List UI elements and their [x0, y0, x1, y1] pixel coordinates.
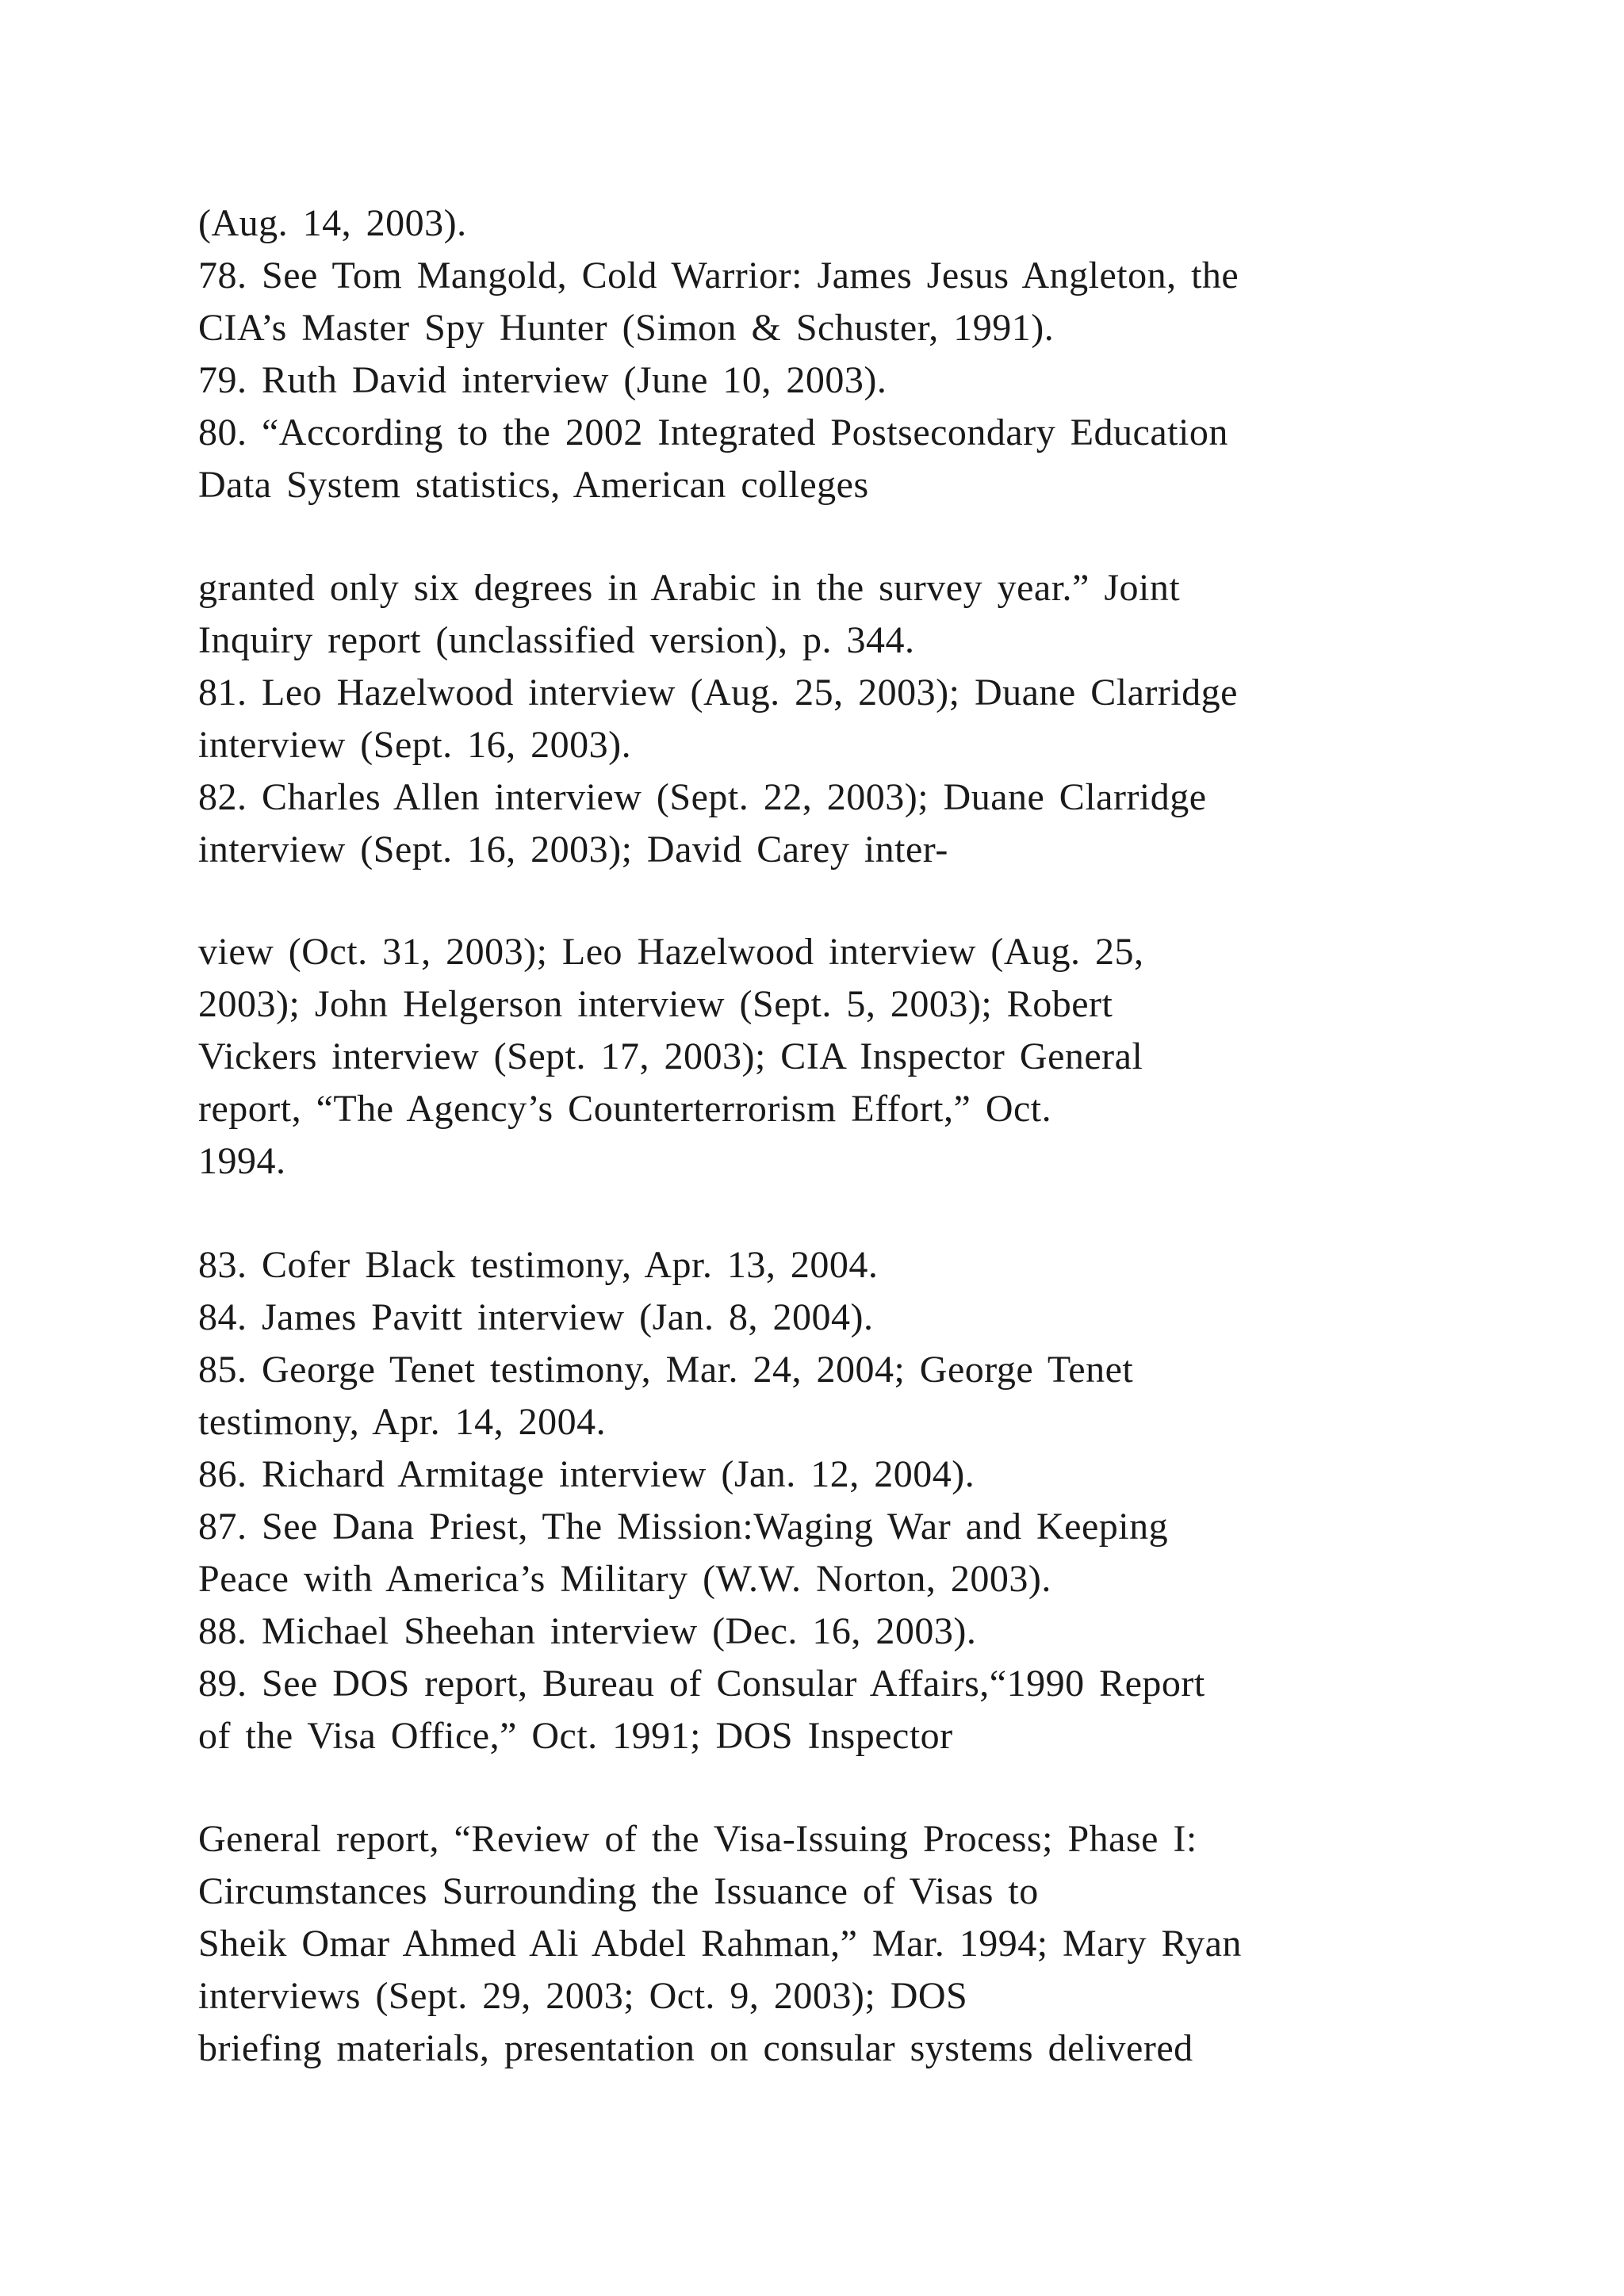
- endnotes-block-5: [198, 1813, 1467, 2075]
- text-line: Circumstances Surrounding the Issuance of Visas to: [198, 1870, 1039, 1912]
- text-line: 2003); John Helgerson interview (Sept. 5, 2003); Robert: [198, 983, 1113, 1025]
- text-line: interview (Sept. 16, 2003).: [198, 724, 632, 766]
- text-line: Vickers interview (Sept. 17, 2003); CIA Inspector General: [198, 1035, 1143, 1077]
- text-line: briefing materials, presentation on consular systems delivered: [198, 2027, 1193, 2069]
- text-line: 86. Richard Armitage interview (Jan. 12, 2004).: [198, 1453, 975, 1495]
- text-line: 85. George Tenet testimony, Mar. 24, 2004; George Tenet: [198, 1349, 1134, 1391]
- text-line: 80. “According to the 2002 Integrated Postsecondary Education: [198, 411, 1228, 453]
- text-line: 87. See Dana Priest, The Mission:Waging War and Keeping: [198, 1506, 1169, 1548]
- text-line: interviews (Sept. 29, 2003; Oct. 9, 2003); DOS: [198, 1975, 968, 2017]
- endnotes-block-1: [198, 197, 1467, 511]
- text-line: Data System statistics, American colleges: [198, 464, 869, 506]
- text-line: 1994.: [198, 1140, 286, 1182]
- text-line: 89. See DOS report, Bureau of Consular Affairs,“1990 Report: [198, 1663, 1205, 1705]
- text-line: Inquiry report (unclassified version), p. 344.: [198, 619, 915, 661]
- text-line: interview (Sept. 16, 2003); David Carey inter-: [198, 828, 948, 871]
- text-line: granted only six degrees in Arabic in the survey year.” Joint: [198, 567, 1181, 609]
- endnotes-block-3: [198, 926, 1467, 1188]
- text-line: General report, “Review of the Visa-Issuing Process; Phase I:: [198, 1818, 1197, 1860]
- endnotes-block-4: [198, 1239, 1467, 1762]
- text-line: Peace with America’s Military (W.W. Norton, 2003).: [198, 1558, 1051, 1600]
- text-line: view (Oct. 31, 2003); Leo Hazelwood interview (Aug. 25,: [198, 931, 1144, 973]
- text-line: 83. Cofer Black testimony, Apr. 13, 2004.: [198, 1244, 879, 1286]
- text-line: 81. Leo Hazelwood interview (Aug. 25, 2003); Duane Clarridge: [198, 672, 1238, 714]
- text-line: report, “The Agency’s Counterterrorism Effort,” Oct.: [198, 1088, 1052, 1130]
- text-line: 79. Ruth David interview (June 10, 2003).: [198, 359, 887, 401]
- text-line: (Aug. 14, 2003).: [198, 202, 467, 244]
- text-line: 78. See Tom Mangold, Cold Warrior: James Jesus Angleton, the: [198, 254, 1239, 297]
- text-line: 84. James Pavitt interview (Jan. 8, 2004).: [198, 1296, 874, 1338]
- text-line: CIA’s Master Spy Hunter (Simon & Schuster, 1991).: [198, 307, 1055, 349]
- text-line: Sheik Omar Ahmed Ali Abdel Rahman,” Mar. 1994; Mary Ryan: [198, 1923, 1242, 1965]
- text-line: 82. Charles Allen interview (Sept. 22, 2003); Duane Clarridge: [198, 776, 1207, 818]
- text-line: testimony, Apr. 14, 2004.: [198, 1401, 607, 1443]
- text-line: 88. Michael Sheehan interview (Dec. 16, 2003).: [198, 1610, 977, 1652]
- endnotes-block-2: [198, 562, 1467, 876]
- text-line: of the Visa Office,” Oct. 1991; DOS Inspector: [198, 1715, 953, 1757]
